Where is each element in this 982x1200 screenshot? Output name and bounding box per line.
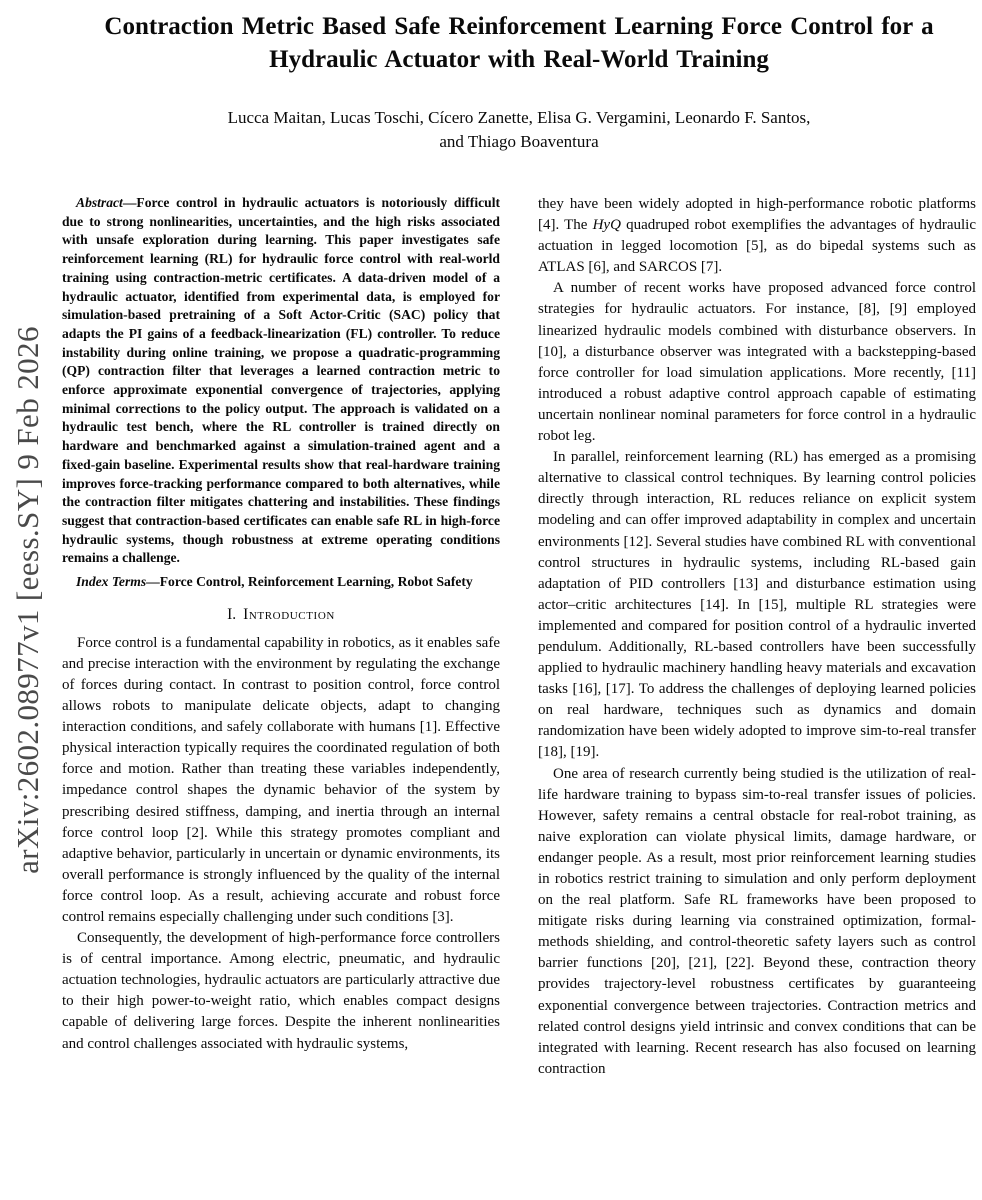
paper-title: Contraction Metric Based Safe Reinforcement Learning Force Control for a Hydraulic Actuator with Real-World Training [104, 13, 934, 73]
authors-line-1: Lucca Maitan, Lucas Toschi, Cícero Zanette, Elisa G. Vergamini, Leonardo F. Santos, [227, 108, 811, 127]
index-terms-text: Force Control, Reinforcement Learning, Robot Safety [159, 574, 473, 590]
hyq-italic: HyQ [592, 217, 621, 234]
index-terms-dash: — [146, 574, 160, 590]
arxiv-watermark: arXiv:2602.08977v1 [eess.SY] 9 Feb 2026 [10, 326, 45, 874]
section-title: Introduction [243, 605, 335, 623]
abstract-label: Abstract [76, 195, 123, 210]
abstract-text: Force control in hydraulic actuators is notoriously difficult due to strong nonlinearities, uncertainties, and the high risks associated with unsafe exploration during learning. This paper investigates safe reinforcement learning (RL) for hydraulic force control with real-world training using contraction-metric certificates. A data-driven model of a hydraulic actuator, identified from experimental data, is employed for simulation-based pretraining of a Soft Actor-Critic (SAC) policy that adapts the PI gains of a feedback-linearization (FL) controller. To reduce instability during online training, we propose a quadratic-programming (QP) contraction filter that leverages a learned contraction metric to enforce approximate exponential convergence of trajectories, applying minimal corrections to the policy output. The approach is validated on a hydraulic test bench, where the RL controller is trained directly on hardware and benchmarked against a simulation-trained agent and a fixed-gain baseline. Experimental results show that real-hardware training improves force-tracking performance compared to both alternatives, while the contraction filter mitigates chattering and instabilities. These findings suggest that contraction-based certificates can enable safe RL in high-force hydraulic systems, though robustness at extreme operating conditions remains a challenge. [62, 195, 500, 566]
continuation-post: quadruped robot exemplifies the advantages of hydraulic actuation in legged locomotion [5], as do bipedal systems such as ATLAS [6], and SARCOS [7]. [538, 217, 976, 276]
section-number: I. [227, 605, 237, 623]
related-work-paragraph-3: One area of research currently being studied is the utilization of real-life hardware training to bypass sim-to-real transfer issues of policies. However, safety remains a central obstacle for real-robot training, as naive exploration can violate physical limits, damage hardware, or endanger people. As a result, most prior reinforcement learning studies in robotics restrict training to simulation and only perform deployment on the real platform. Safe RL frameworks have been proposed to mitigate risks during learning via constrained optimization, formal-methods shielding, and control-theoretic safety layers such as control barrier functions [20], [21], [22]. Beyond these, contraction theory provides trajectory-level robustness certificates by guaranteeing exponential convergence between trajectories. Contraction metrics and related control designs yield intrinsic and convex conditions that can be integrated with learning. Recent research has also focused on learning contraction [538, 765, 976, 1077]
right-column [538, 194, 976, 1080]
authors-block [62, 106, 976, 154]
abstract-paragraph [62, 194, 500, 568]
left-column [62, 194, 500, 1080]
two-column-body [62, 194, 976, 1080]
index-terms-label: Index Terms [76, 574, 147, 590]
intro-paragraph-2: Consequently, the development of high-performance force controllers is of central importance. Among electric, pneumatic, and hydraulic actuation technologies, hydraulic actuators are particularly attractive due to their high power-to-weight ratio, which enables compact designs capable of delivering large forces. Despite the inherent nonlinearities and control challenges associated with hydraulic systems, [62, 930, 500, 1052]
authors-line-2: and Thiago Boaventura [439, 132, 599, 151]
abstract-dash: — [122, 195, 137, 210]
related-work-paragraph-2: In parallel, reinforcement learning (RL) has emerged as a promising alternative to classical control techniques. By learning control policies directly through interaction, RL reduces reliance on explicit system modeling and can offer improved adaptability in complex and uncertain environments [12]. Several studies have combined RL with conventional control structures in hydraulic systems, including RL-based gain adaptation of PID controllers [13] and disturbance estimation using actor–critic architectures [14]. In [15], multiple RL strategies were implemented and compared for position control of a hydraulic inverted pendulum. Additionally, RL-based controllers have been successfully applied to hydraulic machinery handling heavy materials and excavation tasks [16], [17]. To address the challenges of deploying learned policies on real hardware, techniques such as dynamics and domain randomization have been widely adopted to improve sim-to-real transfer [18], [19]. [538, 449, 976, 761]
continuation-paragraph [538, 194, 976, 278]
index-terms-paragraph [62, 573, 500, 592]
intro-paragraph-1: Force control is a fundamental capability in robotics, as it enables safe and precise interaction with the environment by regulating the exchange of forces during contact. In contrast to position control, force control allows robots to manipulate delicate objects, adapt to changing interaction conditions, and safely collaborate with humans [1]. Effective physical interaction typically requires the coordinated regulation of both force and motion. Rather than treating these variables independently, impedance control shapes the dynamic behavior of the system by prescribing desired stiffness, damping, and inertia through an internal force control loop [2]. While this strategy promotes compliant and adaptive behavior, particularly in uncertain or dynamic environments, its overall performance is strongly influenced by the quality of the internal force control loop. As a result, achieving accurate and robust force control remains especially challenging under such conditions [3]. [62, 634, 500, 925]
related-work-paragraph-1: A number of recent works have proposed advanced force control strategies for hydraulic actuators. For instance, [8], [9] employed linearized hydraulic models combined with disturbance observers. In [10], a disturbance observer was integrated with a backstepping-based force controller for load simulation applications. More recently, [11] introduced a robust adaptive control approach capable of estimating uncertain nonlinear nominal parameters for force control in a hydraulic robot leg. [538, 280, 976, 445]
continuation-pre: they have been widely adopted in high-performance robotic platforms [4]. The [538, 196, 976, 234]
section-heading-introduction [62, 606, 500, 624]
